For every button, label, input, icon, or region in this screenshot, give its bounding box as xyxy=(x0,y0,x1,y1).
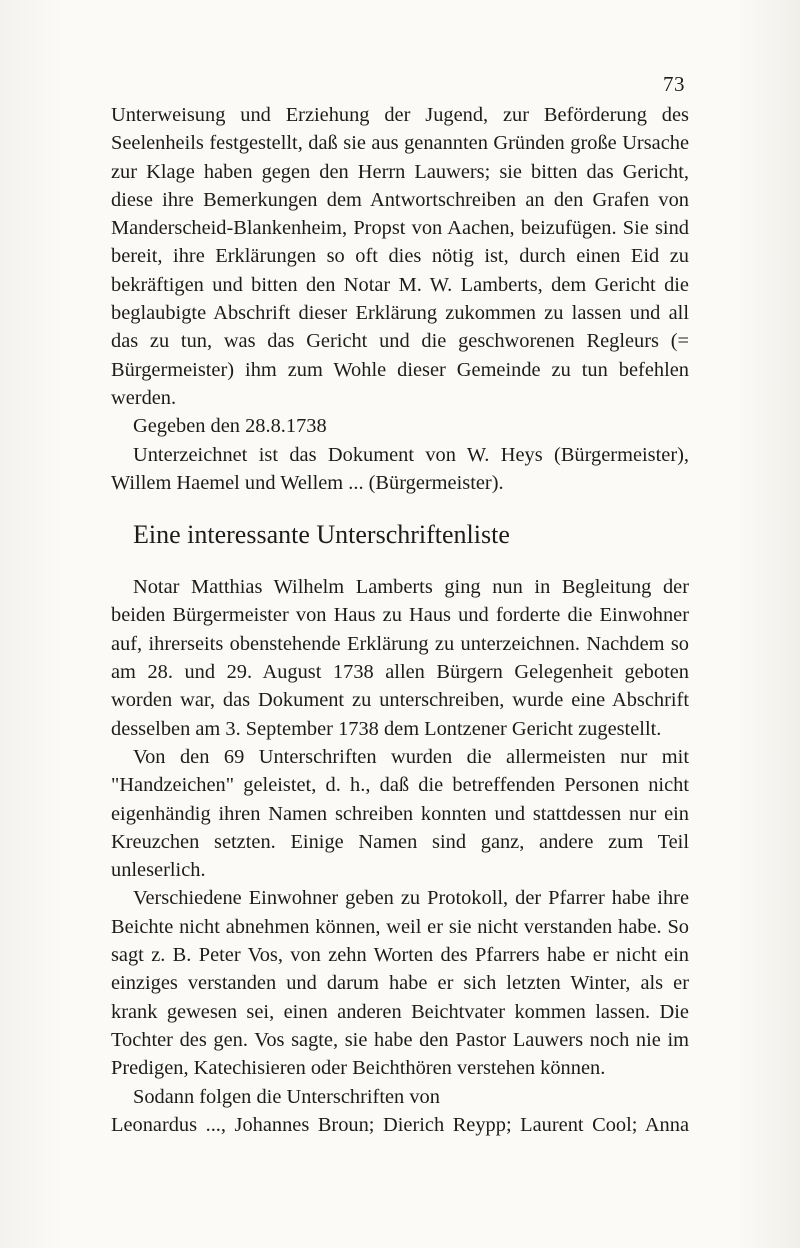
paragraph: Sodann folgen die Unterschriften von xyxy=(133,1085,440,1108)
paragraph: Unterweisung und Erziehung der Jugend, zur Beförderung des Seelenheils festgestellt, daß sie aus genannten Gründen große Ursache zur Klage haben gegen den Herrn Lauwers; sie bitten das Gericht, diese ihre Bemerkungen dem Antwortschreiben an den Grafen von Manderscheid-Blankenheim, Propst von Aachen, beizufügen. Sie sind bereit, ihre Erklärungen so oft dies nötig ist, durch einen Eid zu bekräftigen und bitten den Notar M. W. Lamberts, dem Gericht die beglaubigte Abschrift dieser Erklärung zukommen zu lassen und all das zu tun, was das Gericht und die geschworenen Regleurs (= Bürgermeister) ihm zum Wohle dieser Gemeinde zu tun befehlen werden. xyxy=(111,104,689,409)
body-text xyxy=(111,101,689,1139)
page-number: 73 xyxy=(663,72,685,96)
paragraph: Von den 69 Unterschriften wurden die allermeisten nur mit "Handzeichen" geleistet, d. h., daß die betreffenden Personen nicht eigenhändig ihren Namen schreiben konnten und stattdessen nur ein Kreuzchen setzten. Einige Namen sind ganz, andere zum Teil unleserlich. xyxy=(111,745,689,882)
paragraph: Notar Matthias Wilhelm Lamberts ging nun in Begleitung der beiden Bürgermeister von Haus zu Haus und forderte die Einwohner auf, ihrerseits obenstehende Erklärung zu unterzeichnen. Nachdem so am 28. und 29. August 1738 allen Bürgern Gelegenheit geboten worden war, das Dokument zu unterschreiben, wurde eine Abschrift desselben am 3. September 1738 dem Lontzener Gericht zugestellt. xyxy=(111,576,689,740)
paragraph: Verschiedene Einwohner geben zu Protokoll, der Pfarrer habe ihre Beichte nicht abnehmen können, weil er sie nicht verstanden habe. So sagt z. B. Peter Vos, von zehn Worten des Pfarrers habe er nicht ein einziges verstanden und darum habe er sich letzten Winter, als er krank gewesen sei, einen anderen Beichtvater kommen lassen. Die Tochter des gen. Vos sagte, sie habe den Pastor Lauwers noch nie im Predigen, Katechisieren oder Beichthören verstehen können. xyxy=(111,887,689,1080)
paragraph: Unterzeichnet ist das Dokument von W. Heys (Bürgermeister), Willem Haemel und Wellem ... (Bürgermeister). xyxy=(111,443,689,494)
paragraph-continued: Leonardus ..., Johannes Broun; Dierich Reypp; Laurent Cool; Anna xyxy=(111,1113,689,1136)
section-heading: Eine interessante Unterschriftenliste xyxy=(133,520,510,550)
paragraph-date: Gegeben den 28.8.1738 xyxy=(133,415,327,438)
